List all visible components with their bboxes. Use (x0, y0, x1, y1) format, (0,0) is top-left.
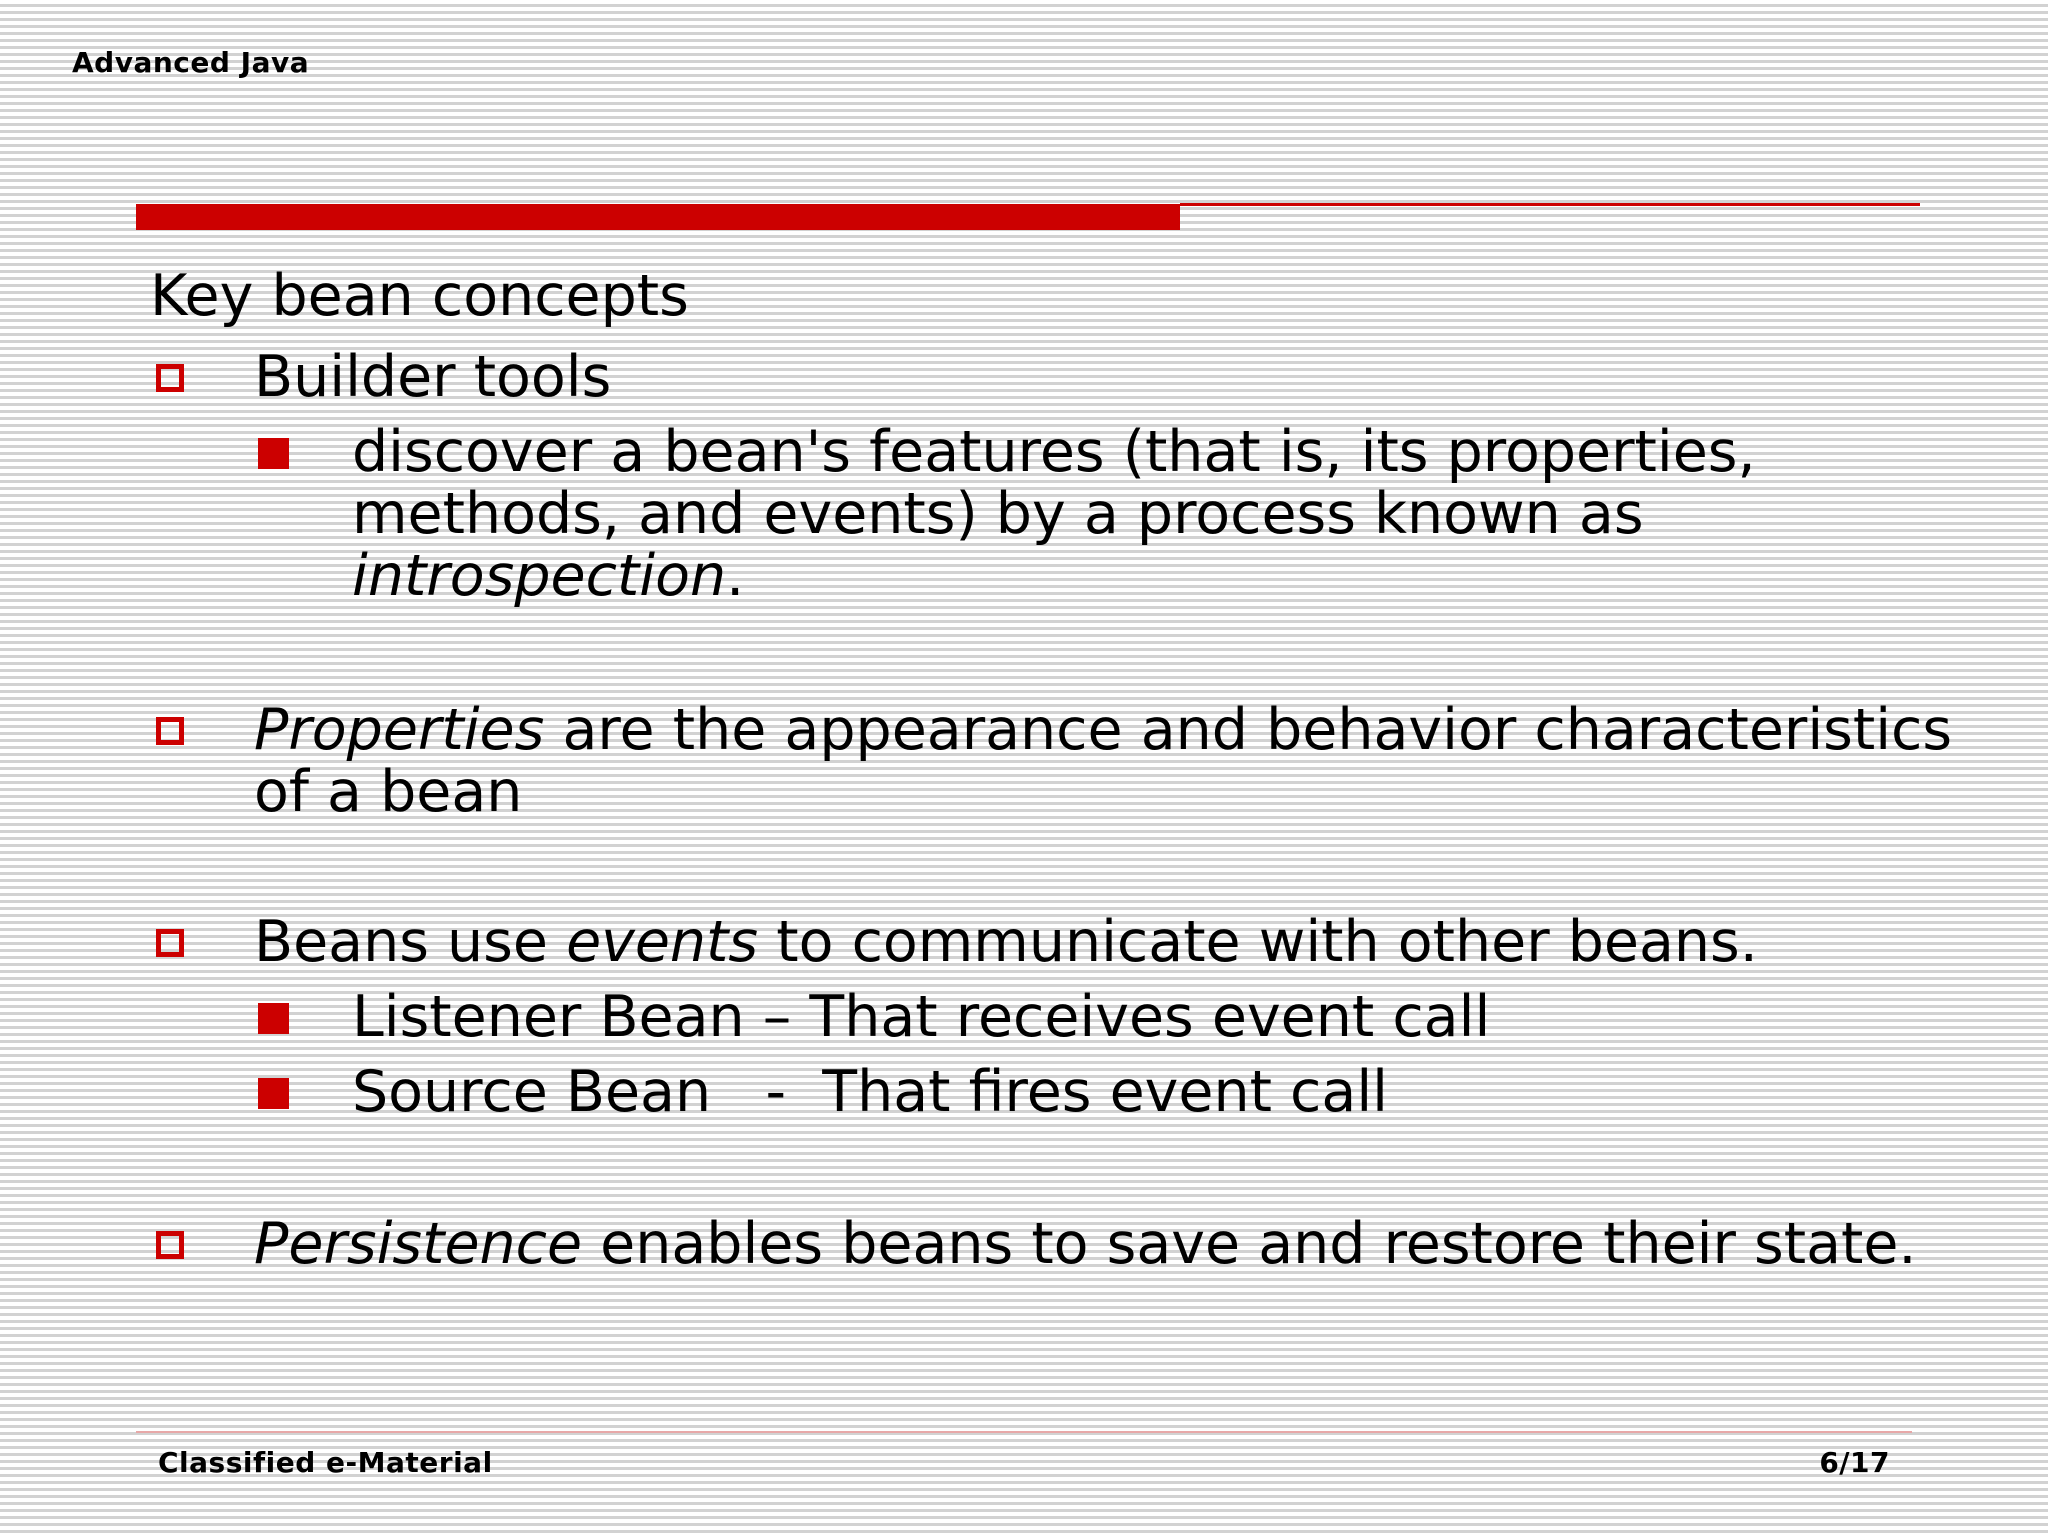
events-term: events (566, 909, 759, 975)
properties-text: are the appearance and behavior characteristics of a bean (254, 697, 1953, 825)
introspection-period: . (726, 543, 745, 609)
introspection-term: introspection (352, 543, 727, 609)
sub-bullet-introspection (150, 421, 1970, 607)
filled-square-bullet-icon (258, 1003, 289, 1034)
filled-square-bullet-icon (258, 1078, 289, 1109)
hollow-square-bullet-icon (156, 1231, 184, 1259)
bullet-persistence (150, 1213, 1970, 1275)
course-title: Advanced Java (72, 46, 310, 79)
introspection-text: discover a bean's features (that is, its properties, methods, and events) by a process known as (352, 419, 1756, 547)
title-accent-bar (136, 204, 1180, 230)
sub-bullet-source-bean (150, 1061, 1970, 1123)
footer-label: Classified e-Material (158, 1446, 493, 1479)
persistence-text: enables beans to save and restore their state. (582, 1211, 1917, 1277)
bullet-events (150, 911, 1970, 973)
persistence-term: Persistence (254, 1211, 583, 1277)
footer-divider (136, 1431, 1912, 1433)
listener-bean-text: Listener Bean – That receives event call (352, 984, 1491, 1050)
hollow-square-bullet-icon (156, 929, 184, 957)
properties-term: Properties (254, 697, 545, 763)
title-accent-line (1180, 203, 1920, 206)
bullet-builder-tools (150, 346, 1970, 408)
sub-bullet-listener-bean (150, 986, 1970, 1048)
hollow-square-bullet-icon (156, 364, 184, 392)
events-text-before: Beans use (254, 909, 567, 975)
builder-tools-label: Builder tools (254, 344, 612, 410)
page-number: 6/17 (1819, 1446, 1890, 1479)
source-bean-text: Source Bean - That fires event call (352, 1059, 1388, 1125)
bullet-properties (150, 699, 1970, 823)
filled-square-bullet-icon (258, 438, 289, 469)
events-text-after: to communicate with other beans. (758, 909, 1758, 975)
hollow-square-bullet-icon (156, 717, 184, 745)
slide-heading: Key bean concepts (150, 263, 689, 329)
slide-body (150, 258, 1970, 1275)
